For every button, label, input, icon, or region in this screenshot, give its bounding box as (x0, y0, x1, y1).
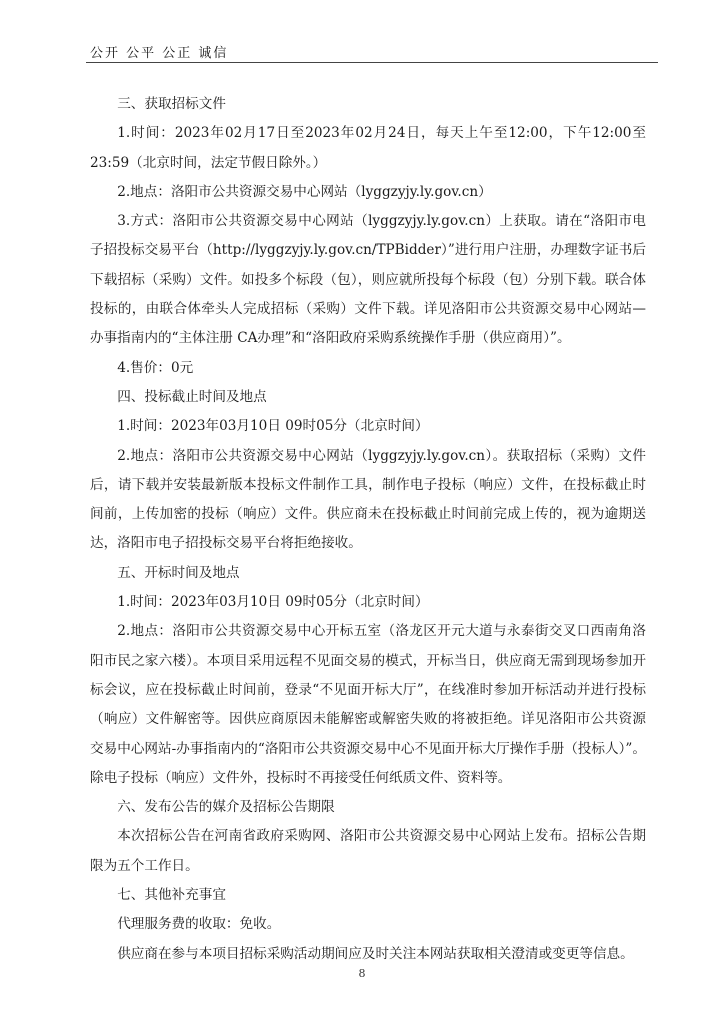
paragraph-obtain-method: 3.方式：洛阳市公共资源交易中心网站（lyggzyjy.ly.gov.cn）上获取。请在“洛阳市电子招投标交易平台（http://lyggzyjy.ly.gov.cn/TPBidder）”进行用户注册，办理数字证书后下载招标（采购）文件。如投多个标段（包），则应就所投每个标段（包）分别下载。联合体投标的，由联合体牵头人完成招标（采购）文件下载。详见洛阳市公共资源交易中心网站—办事指南内的“主体注册 CA办理”和“洛阳政府采购系统操作手册（供应商用）”。 (90, 213, 646, 347)
section-heading-bid-opening: 五、开标时间及地点 (117, 564, 240, 581)
paragraph-opening-location: 2.地点：洛阳市公共资源交易中心开标五室（洛龙区开元大道与永泰街交叉口西南角洛阳市民之家六楼）。本项目采用远程不见面交易的模式，开标当日，供应商无需到现场参加开标会议，应在投标截止时间前，登录“不见面开标大厅”，在线准时参加开标活动并进行投标（响应）文件解密等。因供应商原因未能解密或解密失败的将被拒绝。详见洛阳市公共资源交易中心网站-办事指南内的“洛阳市公共资源交易中心不见面开标大厅操作手册（投标人）”。除电子投标（响应）文件外，投标时不再接受任何纸质文件、资料等。 (90, 623, 646, 786)
paragraph-price: 4.售价：0元 (117, 359, 194, 376)
paragraph-notice: 供应商在参与本项目招标采购活动期间应及时关注本网站获取相关澄清或变更等信息。 (117, 945, 634, 962)
paragraph-deadline-location: 2.地点：洛阳市公共资源交易中心网站（lyggzyjy.ly.gov.cn）。获取招标（采购）文件后，请下载并安装最新版本投标文件制作工具，制作电子投标（响应）文件，在投标截止时间前，上传加密的投标（响应）文件。供应商未在投标截止时间前完成上传的，视为逾期送达，洛阳市电子招投标交易平台将拒绝接收。 (90, 447, 646, 552)
paragraph-obtain-time: 1.时间：2023年02月17日至2023年02月24日，每天上午至12:00，下午12:00至23:59（北京时间，法定节假日除外。） (90, 125, 646, 171)
header-slogan: 公开 公平 公正 诚信 (90, 46, 229, 61)
section-heading-obtain-documents: 三、获取招标文件 (117, 96, 226, 112)
section-heading-bid-deadline: 四、投标截止时间及地点 (117, 388, 267, 405)
paragraph-announcement-media: 本次招标公告在河南省政府采购网、洛阳市公共资源交易中心网站上发布。招标公告期限为五个工作日。 (90, 828, 646, 874)
section-heading-announcement-media: 六、发布公告的媒介及招标公告期限 (117, 799, 335, 816)
header-divider (86, 62, 658, 63)
paragraph-agency-fee: 代理服务费的收取：免收。 (117, 916, 281, 933)
paragraph-opening-time: 1.时间：2023年03月10日 09时05分（北京时间） (117, 594, 429, 611)
page-number: 8 (358, 967, 366, 980)
section-heading-other-matters: 七、其他补充事宜 (117, 887, 226, 904)
document-body (90, 90, 646, 969)
paragraph-obtain-location: 2.地点：洛阳市公共资源交易中心网站（lyggzyjy.ly.gov.cn） (117, 183, 492, 200)
paragraph-deadline-time: 1.时间：2023年03月10日 09时05分（北京时间） (117, 418, 429, 435)
